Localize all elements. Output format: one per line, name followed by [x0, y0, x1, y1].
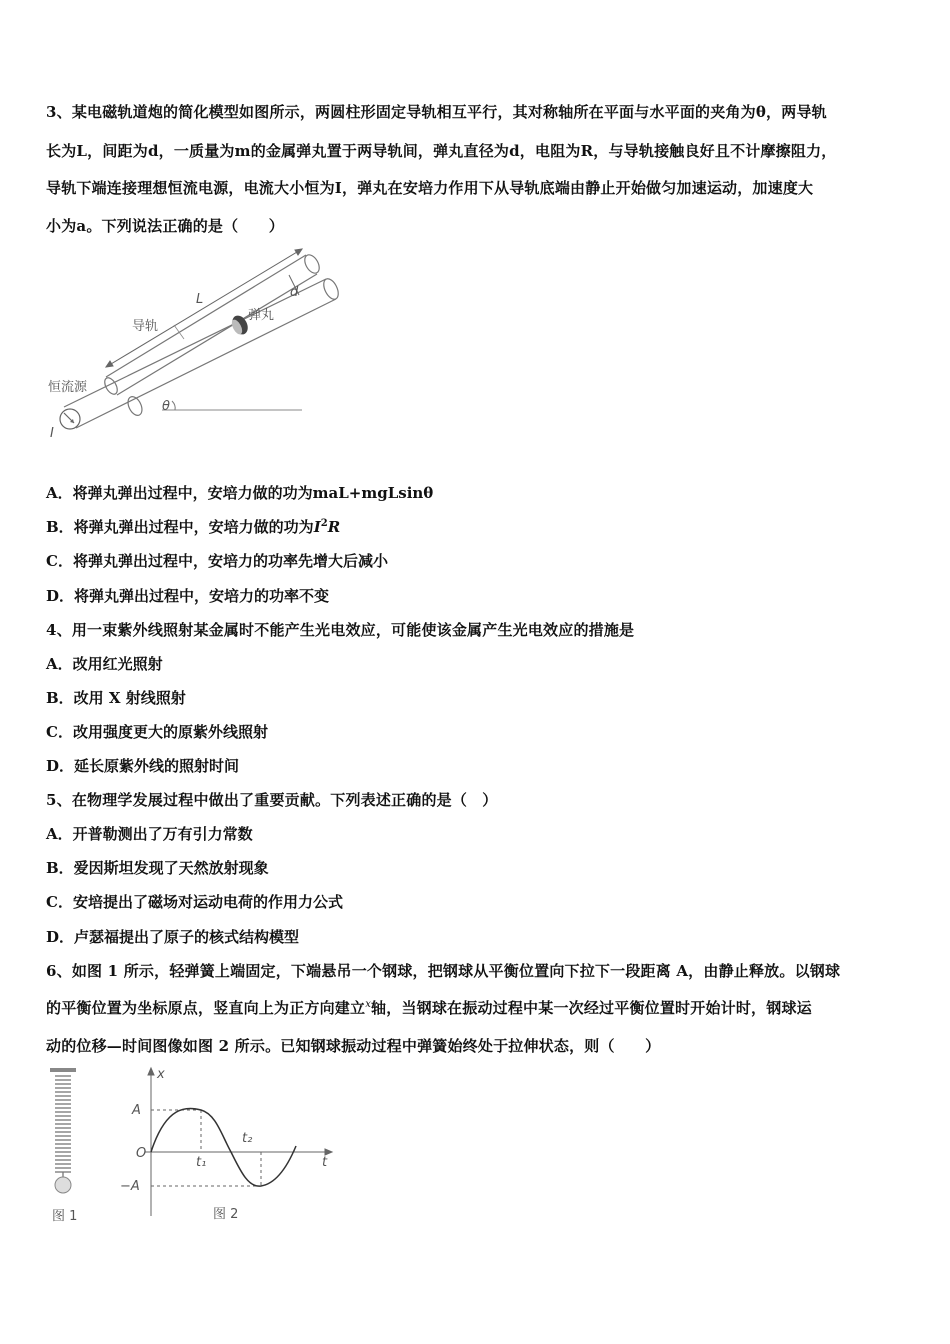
label-current: I: [50, 426, 54, 441]
q3-option-d: D．将弹丸弹出过程中，安培力的功率不变: [46, 587, 330, 605]
q5-option-b: B．爱因斯坦发现了天然放射现象: [46, 859, 269, 877]
current-source-icon: [60, 409, 80, 429]
formula-exponent: 2: [320, 518, 328, 529]
spring-mount: [50, 1068, 76, 1072]
angle-arc: [172, 401, 175, 410]
q4-option-d: D．延长原紫外线的照射时间: [46, 757, 240, 775]
axis-x-label: x: [157, 1067, 165, 1082]
displacement-curve: [151, 1108, 296, 1186]
q4-option-c: C．改用强度更大的原紫外线照射: [46, 723, 268, 741]
label-L: L: [196, 292, 204, 307]
label-source: 恒流源: [48, 380, 88, 395]
t2-label: t₂: [242, 1131, 253, 1146]
amp-pos-label: A: [132, 1103, 141, 1118]
formula-I: I: [313, 518, 321, 536]
q5-option-d: D．卢瑟福提出了原子的核式结构模型: [46, 928, 300, 946]
amp-neg-label: −A: [120, 1179, 140, 1194]
t1-label: t₁: [196, 1155, 207, 1170]
q3-option-b: [46, 516, 340, 537]
steel-ball-icon: [55, 1177, 71, 1193]
spring-figure: [44, 1066, 94, 1231]
q5-option-c: C．安培提出了磁场对运动电荷的作用力公式: [46, 893, 343, 911]
figure2-caption: 图 2: [213, 1207, 239, 1222]
q6-line-2: [46, 997, 906, 1018]
q6-line-2b: 轴，当钢球在振动过程中某一次经过平衡位置时开始计时，钢球运: [371, 999, 812, 1017]
q5-option-a: A．开普勒测出了万有引力常数: [46, 825, 253, 843]
formula-R: R: [327, 518, 341, 536]
axis-t-label: t: [322, 1155, 328, 1170]
q3-line-1: 3、某电磁轨道炮的简化模型如图所示，两圆柱形固定导轨相互平行，其对称轴所在平面与水平面的夹角为θ，两导轨: [46, 103, 827, 121]
label-d: d: [290, 285, 299, 300]
spring-coil-icon: [55, 1076, 71, 1178]
q3-line-2: 长为L，间距为d，一质量为m的金属弹丸置于两导轨间，弹丸直径为d，电阻为R，与导轨接触良好且不计摩擦阻力，: [46, 142, 837, 160]
x-symbol: x: [365, 999, 372, 1010]
q3-option-a: A．将弹丸弹出过程中，安培力做的功为maL+mgLsinθ: [46, 484, 434, 502]
q3-line-3: 导轨下端连接理想恒流电源，电流大小恒为I，弹丸在安培力作用下从导轨底端由静止开始做匀加速运动，加速度大: [46, 179, 814, 197]
xt-graph: [110, 1066, 340, 1231]
q6-line-2a: 的平衡位置为坐标原点，竖直向上为正方向建立: [46, 999, 366, 1017]
q3-option-b-text: B．将弹丸弹出过程中，安培力做的功为: [46, 518, 314, 536]
q5-stem: 5、在物理学发展过程中做出了重要贡献。下列表述正确的是（ ）: [46, 791, 498, 809]
q4-stem: 4、用一束紫外线照射某金属时不能产生光电效应，可能使该金属产生光电效应的措施是: [46, 621, 635, 639]
q6-line-1: 6、如图 1 所示，轻弹簧上端固定，下端悬吊一个钢球，把钢球从平衡位置向下拉下一段距离 A，由静止释放。以钢球: [46, 962, 841, 980]
label-theta: θ: [162, 399, 170, 414]
origin-label: O: [136, 1146, 147, 1161]
q6-line-3: 动的位移—时间图像如图 2 所示。已知钢球振动过程中弹簧始终处于拉伸状态，则（ ）: [46, 1037, 661, 1055]
q4-option-b: B．改用 X 射线照射: [46, 689, 186, 707]
q3-line-4: 小为a。下列说法正确的是（ ）: [46, 217, 284, 235]
figure1-caption: 图 1: [52, 1209, 78, 1224]
q3-option-c: C．将弹丸弹出过程中，安培力的功率先增大后减小: [46, 552, 388, 570]
q4-option-a: A．改用红光照射: [46, 655, 163, 673]
label-projectile: 弹丸: [248, 308, 275, 323]
railgun-figure: [44, 247, 364, 447]
x-axis-arrow: [148, 1068, 154, 1075]
label-rail: 导轨: [132, 319, 159, 334]
